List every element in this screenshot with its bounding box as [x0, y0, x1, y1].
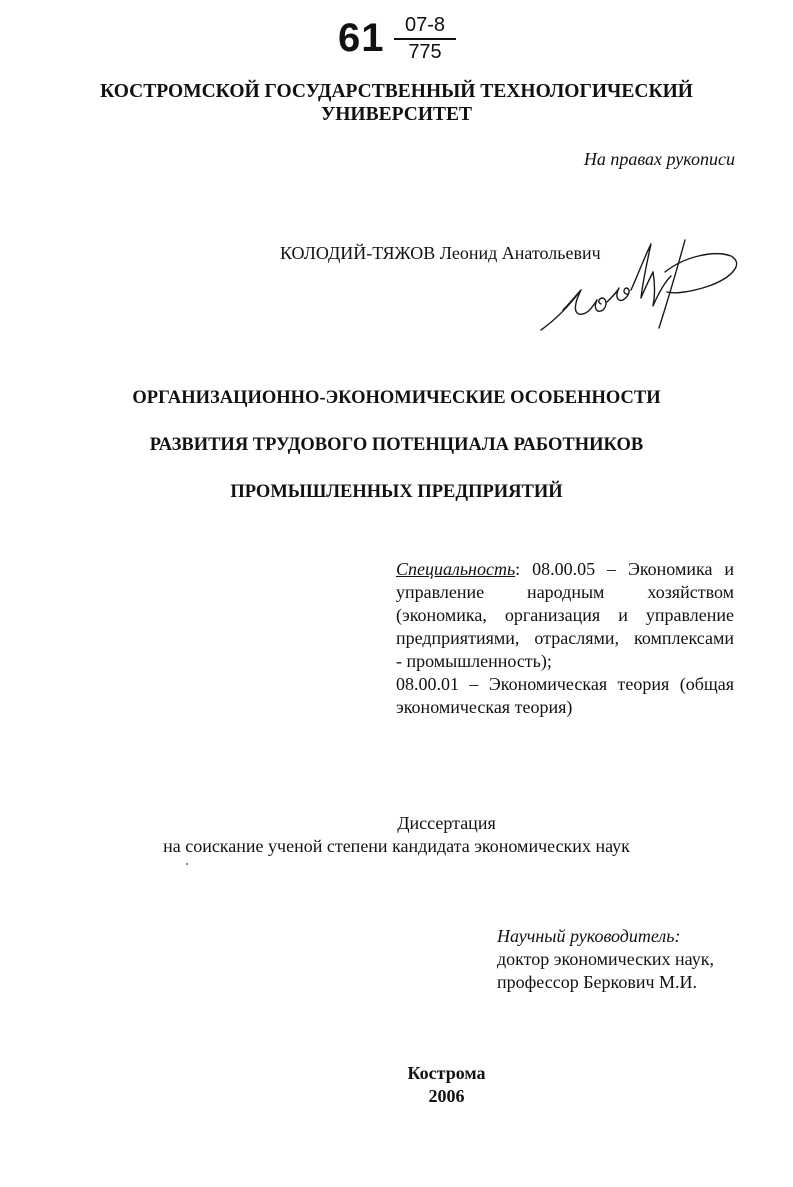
year: 2006	[428, 1086, 465, 1106]
supervisor-block	[497, 925, 714, 994]
rights-note: На правах рукописи	[583, 149, 735, 169]
university-line-2: УНИВЕРСИТЕТ	[320, 104, 473, 125]
specialty-line-6: 08.00.01 – Экономическая теория (общая	[396, 674, 734, 694]
specialty-line-1	[396, 558, 734, 581]
supervisor-name: профессор Беркович М.И.	[497, 972, 698, 992]
dissertation-note	[0, 812, 793, 858]
stamp-denominator: 775	[408, 41, 442, 63]
specialty-line-7: экономическая теория)	[396, 697, 573, 717]
supervisor-degree: доктор экономических наук,	[497, 949, 714, 969]
specialty-line-5: - промышленность);	[396, 651, 552, 671]
title-line-3: ПРОМЫШЛЕННЫХ ПРЕДПРИЯТИЙ	[230, 482, 563, 502]
supervisor-heading: Научный руководитель:	[497, 926, 681, 946]
dissertation-line-2: на соискание ученой степени кандидата экономических наук	[163, 836, 630, 856]
dissertation-title	[0, 375, 793, 516]
specialty-line-3: (экономика, организация и управление	[396, 605, 734, 625]
university-name	[0, 80, 793, 126]
title-line-1: ОРГАНИЗАЦИОННО-ЭКОНОМИЧЕСКИЕ ОСОБЕННОСТИ	[132, 388, 661, 408]
specialty-line-4: предприятиями, отраслями, комплексами	[396, 628, 734, 648]
signature	[535, 232, 745, 342]
title-line-2: РАЗВИТИЯ ТРУДОВОГО ПОТЕНЦИАЛА РАБОТНИКОВ	[149, 435, 644, 455]
specialty-block	[396, 558, 734, 719]
city: Кострома	[407, 1063, 486, 1083]
university-line-1: КОСТРОМСКОЙ ГОСУДАРСТВЕННЫЙ ТЕХНОЛОГИЧЕСКИЙ	[100, 81, 693, 102]
scan-speck	[186, 863, 188, 865]
specialty-code-1: : 08.00.05 – Экономика и	[515, 559, 734, 579]
specialty-label: Специальность	[396, 559, 516, 579]
specialty-line-2: управление народным хозяйством	[396, 582, 734, 602]
dissertation-line-1: Диссертация	[397, 813, 496, 833]
stamp-numerator: 07-8	[394, 14, 456, 40]
stamp-fraction	[394, 14, 456, 64]
stamp-main-number: 61	[338, 16, 385, 60]
place-and-year	[0, 1062, 793, 1108]
author-name: КОЛОДИЙ-ТЯЖОВ Леонид Анатольевич	[280, 243, 601, 263]
